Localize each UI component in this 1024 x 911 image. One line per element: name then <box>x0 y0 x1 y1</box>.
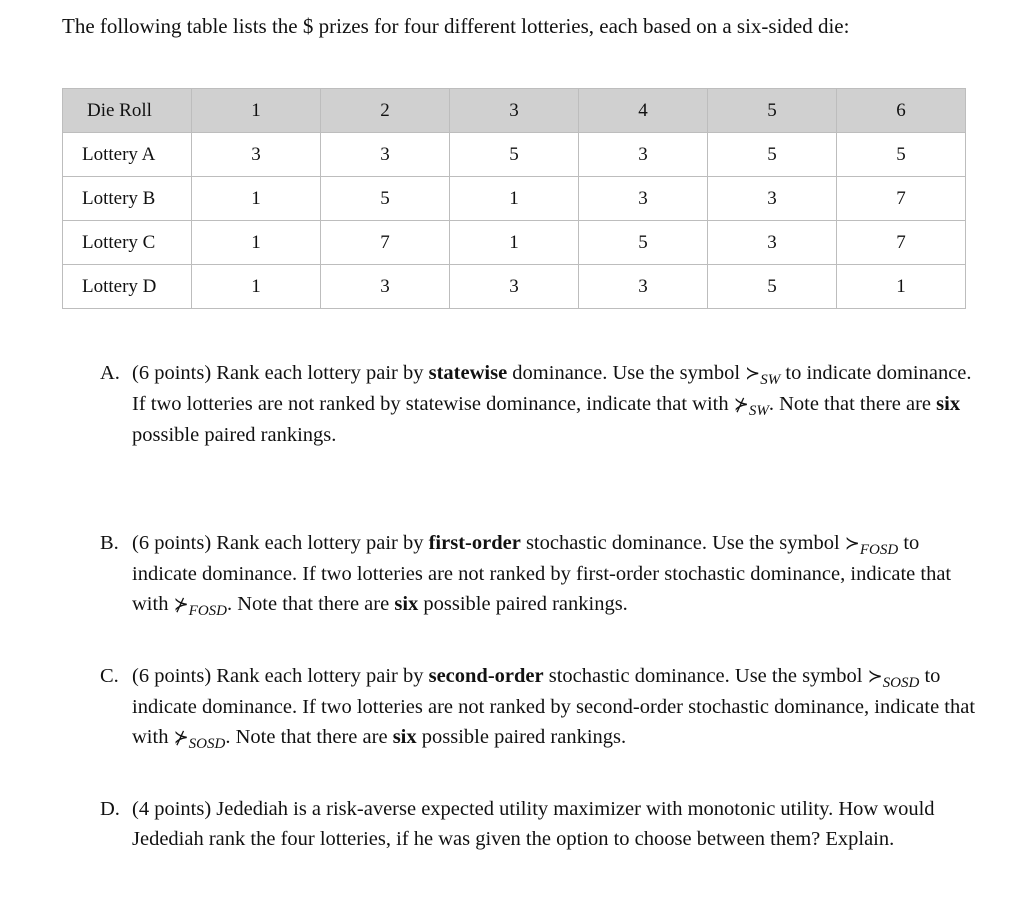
row-label: Lottery A <box>63 133 192 177</box>
lottery-table <box>62 88 966 309</box>
dominance-symbol: ≻ <box>867 666 883 687</box>
table-cell: 7 <box>837 177 966 221</box>
table-cell: 5 <box>837 133 966 177</box>
table-cell: 5 <box>450 133 579 177</box>
dominance-subscript: SOSD <box>882 675 920 691</box>
table-cell: 5 <box>579 221 708 265</box>
table-cell: 7 <box>321 221 450 265</box>
row-label: Lottery C <box>63 221 192 265</box>
question-a <box>100 358 980 450</box>
table-cell: 1 <box>192 177 321 221</box>
text: to indicate dominance. If two lotteries are not ranked by second-order stochastic dominance, indicate that with <box>132 665 976 748</box>
bold-text: six <box>394 593 419 615</box>
bold-text: six <box>936 393 961 415</box>
text: (6 points) Rank each lottery pair by <box>132 665 429 687</box>
table-cell: 3 <box>579 265 708 309</box>
dominance-subscript: SW <box>760 372 781 388</box>
table-cell: 4 <box>579 89 708 133</box>
table-row <box>63 265 966 309</box>
text: . Note that there are <box>225 726 393 748</box>
dominance-symbol: ⊁ <box>733 394 749 415</box>
table-cell: 1 <box>192 89 321 133</box>
text: . Note that there are <box>768 393 937 415</box>
table-cell: 1 <box>192 221 321 265</box>
question-text <box>132 358 980 450</box>
table-row <box>63 177 966 221</box>
dominance-symbol: ⊁ <box>173 594 189 615</box>
text: (6 points) Rank each lottery pair by <box>132 532 429 554</box>
question-label: C. <box>100 665 119 687</box>
table-header-row <box>63 89 966 133</box>
table-cell: 3 <box>708 221 837 265</box>
table-cell: 3 <box>321 265 450 309</box>
table-row <box>63 221 966 265</box>
table-cell: 1 <box>450 221 579 265</box>
question-d <box>100 794 980 854</box>
table-cell: 6 <box>837 89 966 133</box>
table-cell: 2 <box>321 89 450 133</box>
dominance-subscript: FOSD <box>859 542 899 558</box>
question-text <box>132 794 980 854</box>
table-cell: 5 <box>708 265 837 309</box>
table-cell: 5 <box>708 133 837 177</box>
row-label: Die Roll <box>63 89 192 133</box>
dominance-subscript: SW <box>748 403 769 419</box>
table-cell: 7 <box>837 221 966 265</box>
table-cell: 3 <box>450 265 579 309</box>
bold-text: statewise <box>428 362 508 384</box>
table-cell: 3 <box>579 133 708 177</box>
bold-text: first-order <box>428 532 521 554</box>
text: possible paired rankings. <box>416 726 627 748</box>
dominance-symbol: ≻ <box>745 363 761 384</box>
question-label: D. <box>100 798 120 820</box>
question-text <box>132 528 980 620</box>
question-b <box>100 528 980 620</box>
table-cell: 3 <box>321 133 450 177</box>
table-cell: 3 <box>708 177 837 221</box>
row-label: Lottery D <box>63 265 192 309</box>
table-cell: 5 <box>321 177 450 221</box>
table-cell: 1 <box>837 265 966 309</box>
table-cell: 1 <box>192 265 321 309</box>
text: possible paired rankings. <box>132 424 337 446</box>
question-label: A. <box>100 362 120 384</box>
question-c <box>100 661 980 753</box>
dominance-subscript: FOSD <box>188 603 227 619</box>
text: stochastic dominance. Use the symbol <box>520 532 845 554</box>
table-cell: 3 <box>192 133 321 177</box>
table-cell: 1 <box>450 177 579 221</box>
bold-text: second-order <box>428 665 544 687</box>
row-label: Lottery B <box>63 177 192 221</box>
table-cell: 3 <box>450 89 579 133</box>
table-row <box>63 133 966 177</box>
dominance-symbol: ⊁ <box>173 727 189 748</box>
table-cell: 3 <box>579 177 708 221</box>
text: possible paired rankings. <box>418 593 628 615</box>
text: . Note that there are <box>227 593 395 615</box>
question-text <box>132 661 980 753</box>
bold-text: six <box>392 726 417 748</box>
text: stochastic dominance. Use the symbol <box>543 665 868 687</box>
text: to indicate dominance. If two lotteries are not ranked by first-order stochastic dominance, indicate that with <box>132 532 952 615</box>
question-label: B. <box>100 532 119 554</box>
dominance-subscript: SOSD <box>188 736 226 752</box>
text: (4 points) Jedediah is a risk-averse expected utility maximizer with monotonic utility. How would Jedediah rank the four lotteries, if he was given the option to choose between them? Explain. <box>132 798 935 850</box>
table-cell: 5 <box>708 89 837 133</box>
intro-text: The following table lists the $ prizes for four different lotteries, each based on a six-sided die: <box>62 14 850 38</box>
text: to indicate dominance. If two lotteries are not ranked by statewise dominance, indicate that with <box>132 362 972 415</box>
dominance-symbol: ≻ <box>844 533 860 554</box>
text: dominance. Use the symbol <box>507 362 746 384</box>
text: (6 points) Rank each lottery pair by <box>132 362 429 384</box>
